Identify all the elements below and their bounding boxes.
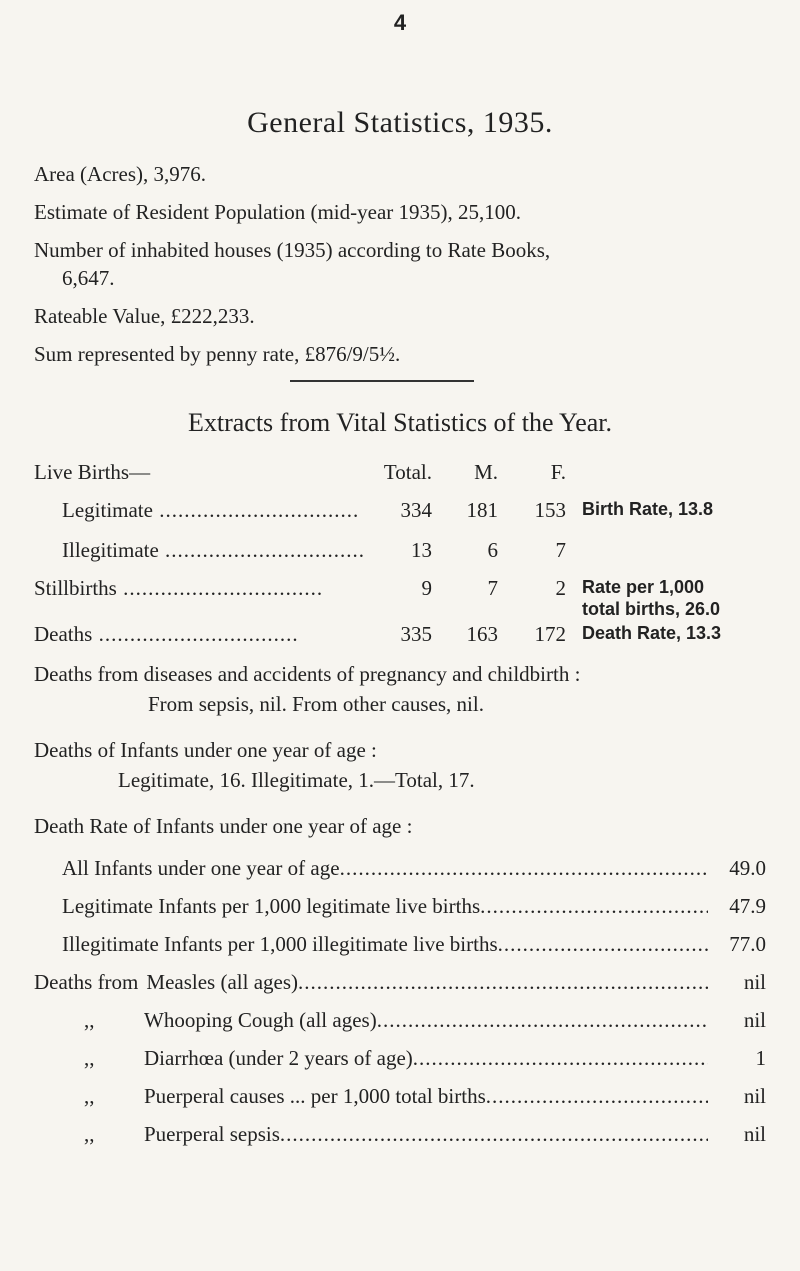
pregnancy-deaths-line: Deaths from diseases and accidents of pregnancy and childbirth : [34, 662, 581, 686]
dot-leader [159, 538, 365, 562]
dot-leader [486, 1084, 708, 1109]
vital-statistics-title: Extracts from Vital Statistics of the Year. [187, 408, 612, 437]
infant-rate-heading: Death Rate of Infants under one year of age : [34, 814, 413, 838]
infant-rate-value: 47.9 [729, 894, 766, 918]
dot-leader [498, 932, 708, 957]
infant-rate-label: Illegitimate Infants per 1,000 illegitimate live births [62, 932, 498, 956]
row-f: 153 [534, 498, 566, 522]
infant-rate-label: All Infants under one year of age [62, 856, 340, 880]
row-f: 2 [555, 576, 566, 600]
row-f: 172 [534, 622, 566, 646]
deaths-from-prefix: Deaths from [34, 970, 139, 994]
header-m: M. [474, 460, 498, 484]
pregnancy-deaths-detail: From sepsis, nil. From other causes, nil. [148, 692, 484, 716]
row-label [62, 498, 359, 523]
infant-rate-value: 49.0 [729, 856, 766, 880]
population-line: Estimate of Resident Population (mid-year 1935), 25,100. [34, 200, 521, 224]
page-title: General Statistics, 1935. [247, 106, 553, 139]
dot-leader [413, 1046, 708, 1071]
houses-line: Number of inhabited houses (1935) according to Rate Books, [34, 238, 551, 262]
stillbirth-note-line2: total births, 26.0 [582, 599, 721, 619]
stillbirth-note-line1: Rate per 1,000 [582, 577, 705, 597]
table-row [34, 576, 774, 619]
table-row [34, 498, 774, 528]
infant-rate-row [62, 932, 766, 957]
row-label-text: Deaths [34, 622, 93, 646]
cause-row [84, 1084, 766, 1109]
table-row [34, 538, 774, 568]
row-total: 13 [411, 538, 432, 562]
row-total: 9 [421, 576, 432, 600]
row-label-text: Stillbirths [34, 576, 117, 600]
infant-rate-row [62, 856, 766, 881]
dot-leader [298, 970, 708, 995]
row-total: 334 [400, 498, 432, 522]
dot-leader [340, 856, 708, 881]
header-f: F. [550, 460, 566, 484]
cause-value: nil [743, 1084, 766, 1108]
dot-leader [480, 894, 708, 919]
row-label [62, 538, 365, 563]
row-total: 335 [400, 622, 432, 646]
cause-label: Diarrhœa (under 2 years of age) [144, 1046, 413, 1070]
row-label [34, 576, 323, 601]
ditto-mark: ,, [84, 1008, 95, 1032]
cause-row [84, 1122, 766, 1147]
cause-value: nil [743, 1008, 766, 1032]
cause-row [84, 1046, 766, 1071]
section-divider [290, 380, 474, 382]
row-m: 6 [487, 538, 498, 562]
cause-label: Whooping Cough (all ages) [144, 1008, 377, 1032]
page-number: 4 [393, 10, 407, 35]
houses-value: 6,647. [62, 266, 115, 290]
header-label: Live Births— [34, 460, 151, 484]
row-label [34, 622, 299, 647]
dot-leader [377, 1008, 708, 1033]
ditto-mark: ,, [84, 1122, 95, 1146]
infant-rate-value: 77.0 [729, 932, 766, 956]
table-header [34, 460, 774, 490]
row-m: 163 [466, 622, 498, 646]
cause-label: Puerperal causes ... per 1,000 total births [144, 1084, 486, 1108]
birth-rate-note: Birth Rate, 13.8 [582, 499, 714, 519]
penny-rate-line: Sum represented by penny rate, £876/9/5½. [34, 342, 401, 366]
row-f: 7 [555, 538, 566, 562]
rateable-value-line: Rateable Value, £222,233. [34, 304, 255, 328]
infant-rate-row [62, 894, 766, 919]
table-row [34, 622, 774, 652]
area-line: Area (Acres), 3,976. [34, 162, 207, 186]
dot-leader [117, 576, 323, 600]
dot-leader [153, 498, 359, 522]
row-label-text: Legitimate [62, 498, 153, 522]
infant-rate-label: Legitimate Infants per 1,000 legitimate live births [62, 894, 481, 918]
cause-row [34, 970, 766, 995]
ditto-mark: ,, [84, 1046, 95, 1070]
cause-value: nil [743, 1122, 766, 1146]
row-m: 7 [487, 576, 498, 600]
cause-label: Puerperal sepsis [144, 1122, 280, 1146]
dot-leader [280, 1122, 708, 1147]
stillbirth-rate-note [582, 576, 720, 620]
infant-deaths-detail: Legitimate, 16. Illegitimate, 1.—Total, 17. [118, 768, 475, 792]
ditto-mark: ,, [84, 1084, 95, 1108]
cause-label: Measles (all ages) [146, 970, 298, 994]
row-label-text: Illegitimate [62, 538, 159, 562]
header-total: Total. [383, 460, 432, 484]
death-rate-note: Death Rate, 13.3 [582, 623, 722, 643]
dot-leader [92, 622, 298, 646]
cause-value: nil [743, 970, 766, 994]
row-m: 181 [466, 498, 498, 522]
infant-deaths-heading: Deaths of Infants under one year of age : [34, 738, 377, 762]
cause-row [84, 1008, 766, 1033]
cause-value: 1 [755, 1046, 766, 1070]
